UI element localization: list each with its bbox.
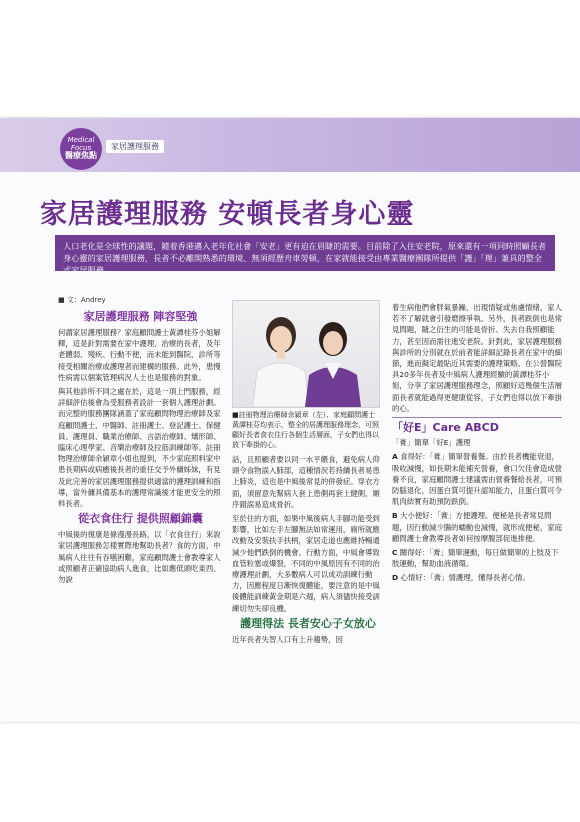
badge-english-label: Medical Focus xyxy=(67,135,95,152)
column-3 xyxy=(392,302,562,718)
abcd-item-a-text: 食得好：「膏」簡單營養餐。由於長者機能衰退，吸收減慢，如長期未能補充營養，會口欠佳會造成營養不良，家庭顧問護士建議需由營養餐給長者，可預防腦退化，因蛋白質可提升認知能力，且蛋白質可令肌肉結實有助預防跌倒。 xyxy=(392,452,562,507)
photo-caption: ■註冊物理治療師余穎章（左）、家庭顧問護士黃譚桂芬均表示，整全的居護理服務理念，可照顧好長者食衣住行各個生活層面，子女們也得以放下牽掛的心。 xyxy=(232,411,379,449)
header-band xyxy=(0,118,580,172)
subheading-home-care-team: 家居護理服務 陣容堅強 xyxy=(83,310,198,323)
abcd-item-c-key: C xyxy=(392,548,398,558)
abcd-item-d-text: 心情好：「膏」情護理，懂得長者心情。 xyxy=(400,573,530,583)
byline: ■ 文：Andrey xyxy=(58,296,106,304)
column-1 xyxy=(58,308,223,718)
subheading-daily-living: 從衣食住行 提供照顧錦囊 xyxy=(78,512,203,526)
col1-paragraph-2: 與其他診所不同之處在於，這是一項上門服務，經詳細評估後會為受服務者設計一套個人護理計劃。而完整的服務團隊涵蓋了家庭顧問物理治療師及家庭顧問護士、中醫師、註冊護士、登記護士、保健員、護理員、職業治療師、言語治療師、矯形師、臨床心理學家、音樂治療師及拉筋訓練師等。註冊物理治療師余穎章小姐也提到，不少家庭照料家中患長期病或病癒後長者的重任交予外傭姊妹，有見及此完善的家居護理服務提供適當的護理訓練和指導，當外傭具備基本的護理常識後才能更安全的照料長者。 xyxy=(58,387,221,509)
abcd-intro: 「膏」簡單「好E」護理 xyxy=(392,438,471,448)
col1-paragraph-1: 何謂家居護理服務？家庭顧問護士黃譚桂芬小姐解釋，這是針對需要在家中護理、治療的長者，及年老體弱、殘疾、行動不便，而未能到醫院、診所等接受相關治療或護理者而建構的服務。此外，患慢性病需以個案管理病況人士也是服務的對象。 xyxy=(58,328,221,382)
abcd-item-c-text: 關得好：「膏」簡單運動，每日做簡單的上肢及下肢運動，幫助血液循環。 xyxy=(392,548,559,569)
col2-paragraph-1: 話，且照顧者要以同一水平餵食，避免病人仰頭令食物誤入肺部，這種情況若持續長者易患上肺炎，這也是中風後常見的併發症。穿衣方面，須留意先幫病人套上患側再套上健側，順序錯誤易造成骨折。 xyxy=(232,455,380,509)
abcd-item-b-text: 大小便好：「膏」方便護理。便秘是長者常見問題，因行動減少腸的蠕動也減慢，就形成便秘，家庭顧問護士會教導長者如何按摩腹部促進排便。 xyxy=(392,511,562,543)
medical-focus-badge xyxy=(60,128,102,170)
photo-illustration xyxy=(233,301,379,407)
col2-paragraph-3: 近年長者失智人口有上升趨勢，因 xyxy=(232,634,343,644)
abcd-item-d xyxy=(392,572,562,583)
abcd-item-c xyxy=(392,547,562,569)
section-divider xyxy=(392,417,562,418)
col2-paragraph-2: 至於住的方面，如果中風後病人手腳功能受到影響，比如左手左腳無法如常運用，廁所就應改動及安裝扶手扶柄，家居走道也應維持暢通減少他們跌倒的機會。行動方面，中風會導致血管粒塞或爆裂，不同的中風原因有不同的治療護理計劃，大多數病人可以成功訓練行動力，因應程度日漸恢復體能，要注意的是中風後體能訓練黃金期是六週，病人須儘快接受訓練切勿失卻良機。 xyxy=(232,514,380,613)
lead-paragraph: 人口老化是全球性的議題，隨着香港邁入老年化社會「安老」更有迫在眉睫的需要。目前除了入住安老院，原來還有一項同時照顧長者身心靈的家居護理服務，長者不必離開熟悉的環境、無須經歷舟車勞頓，在家就能接受由專業醫療團隊所提供「護」「理」兼具的整全式家居服務。 xyxy=(55,235,555,271)
col3-paragraph-1: 着生病他們會胖氣暴躁、出現情疑或焦慮情緒，家人若不了解就會引發磨擦爭執。另外，長者跌倒也是常見問題，隨之衍生的可能是骨折、失去自我照顧能力，甚至因而需住進安老院。針對此，家居護理服務與診所的分別就在於前者能詳細記錄長者在家中的細節，進而擬定最貼近其需要的護理策略。在公營醫院具20多年長者及中風病人護理經驗的黃譚桂芬小姐，分享了家居護理服務理念，照顧好這幾個生活層面長者就能過得更健康從容，子女們也得以放下牽掛的心。 xyxy=(392,303,562,413)
abcd-item-a xyxy=(392,451,562,507)
abcd-item-b-key: B xyxy=(392,511,398,521)
column-2 xyxy=(232,454,384,718)
subheading-peace-of-mind: 護理得法 長者安心子女放心 xyxy=(240,616,376,630)
magazine-page xyxy=(0,118,580,722)
photo-two-therapists xyxy=(232,300,380,408)
col1-paragraph-3: 中風後的復康是條漫漫長路，以「衣食住行」來說家居護理服務怎樣實際地幫助長者？食的方面，中風病人往往有吞嚥困難，家庭顧問護士會教導家人或照顧者正確協助病人進食，比如應低頭吃東西、勿說 xyxy=(58,530,221,585)
badge-chinese-label: 醫療焦點 xyxy=(65,151,97,161)
byline-text: 文：Andrey xyxy=(66,296,106,304)
section-label: 家居護理服務 xyxy=(106,140,164,153)
abcd-item-a-key: A xyxy=(392,452,398,462)
abcd-item-d-key: D xyxy=(392,573,399,583)
article-title: 家居護理服務 安頓長者身心靈 xyxy=(40,199,415,230)
abcd-item-b xyxy=(392,510,562,544)
abcd-heading: 「好E」Care ABCD xyxy=(392,421,499,435)
